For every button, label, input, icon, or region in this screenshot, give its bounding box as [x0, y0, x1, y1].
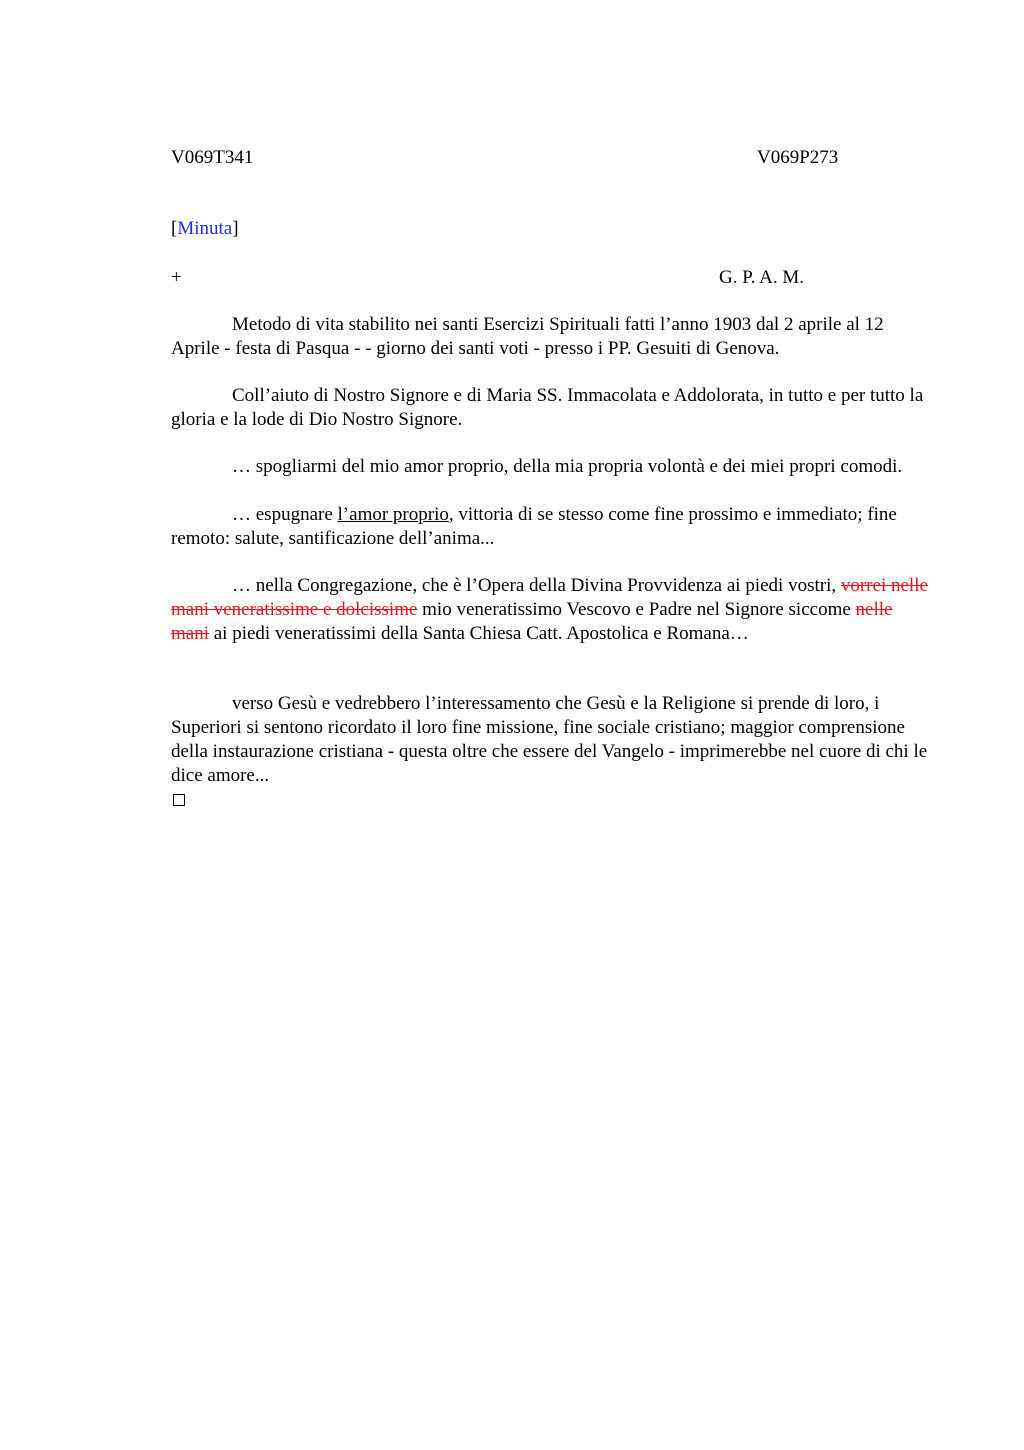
paragraph-strip-self: … spogliarmi del mio amor proprio, della mia propria volontà e dei miei propri comodi. — [232, 456, 903, 477]
deleted-text: nelle mani — [171, 599, 893, 644]
end-of-document-box — [173, 794, 185, 806]
document-code-left: V069T341 — [171, 147, 254, 168]
paragraph-towards-jesus: verso Gesù e vedrebbero l’interessamento che Gesù e la Religione si prende di loro, i Superiori si sentono ricordato il loro fine missione, fine sociale cristiano; maggior comprensione della instaurazione cristiana - questa oltre che essere del Vangelo - imprimerebbe nel cuore di chi le dice amore... — [171, 693, 928, 786]
paragraph-invocation: Coll’aiuto di Nostro Signore e di Maria SS. Immacolata e Addolorata, in tutto e per tutto la gloria e la lode di Dio Nostro Signore. — [171, 385, 924, 430]
text-segment: ai piedi veneratissimi della Santa Chiesa Catt. Apostolica e Romana… — [209, 623, 749, 644]
paragraph-congregation — [171, 574, 929, 646]
open-bracket: [ — [171, 218, 178, 239]
paragraph-method: Metodo di vita stabilito nei santi Esercizi Spirituali fatti l’anno 1903 dal 2 aprile al 12 Aprile - festa di Pasqua - - giorno dei santi voti - presso i PP. Gesuiti di Genova. — [171, 314, 884, 359]
document-code-right: V069P273 — [757, 147, 839, 168]
gpam-initials: G. P. A. M. — [719, 267, 804, 288]
close-bracket: ] — [232, 218, 239, 239]
text-segment: … nella Congregazione, che è l’Opera della Divina Provvidenza ai piedi vostri, — [232, 575, 841, 596]
underlined-text: l’amor proprio — [337, 504, 449, 525]
text-segment: … espugnare — [232, 504, 338, 525]
minuta-label — [171, 217, 239, 241]
cross-symbol: + — [171, 267, 182, 288]
paragraph-conquer-self-love — [171, 503, 929, 551]
text-segment: mio veneratissimo Vescovo e Padre nel Signore siccome — [417, 599, 856, 620]
minuta-text: Minuta — [177, 218, 233, 239]
deleted-text: vorrei nelle mani veneratissime e dolcissime — [171, 575, 928, 620]
text-segment: , vittoria di se stesso come fine prossimo e immediato; fine remoto: salute, santificazione dell’anima... — [171, 504, 897, 549]
